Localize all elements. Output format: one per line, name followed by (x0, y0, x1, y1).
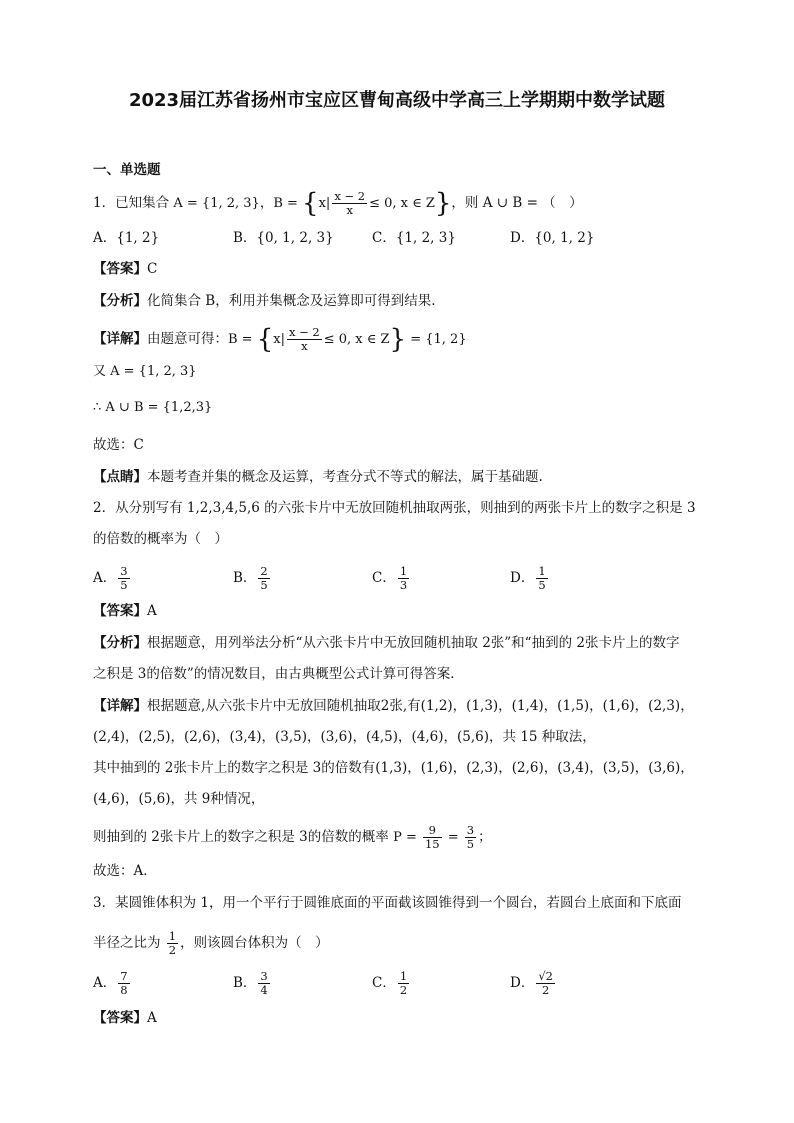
fraction-denominator: 3 (399, 578, 408, 592)
option-label: B． (233, 570, 257, 586)
fraction-numerator: 3 (466, 823, 475, 837)
stem-end: ，则该圆台体积为（ ） (180, 935, 329, 951)
q2-option-a (93, 565, 132, 592)
ratio-fraction (167, 930, 178, 957)
option-fraction (398, 565, 409, 592)
fraction-denominator: 15 (424, 837, 440, 851)
fraction-denominator: 2 (541, 983, 550, 997)
answer-value: A (147, 1010, 157, 1026)
detail-tag: 【详解】 (93, 331, 147, 347)
q2-analysis-line1 (93, 633, 679, 653)
q2-detail-line3: 其中抽到的 2张卡片上的数字之积是 3的倍数有(1,3)，(1,6)，(2,3)，(2,6)，(3,4)，(3,5)，(3,6)， (93, 760, 694, 776)
fraction-denominator: 5 (466, 837, 475, 851)
probability-fraction-2 (465, 824, 476, 851)
left-brace-icon: { (256, 324, 274, 355)
comment-text: 本题考查并集的概念及运算，考查分式不等式的解法，属于基础题. (147, 469, 543, 485)
q2-choice: 故选：A． (93, 863, 157, 879)
right-brace-icon: } (434, 188, 452, 219)
q1-fraction (332, 190, 367, 217)
q1-option-d: D．{0, 1, 2} (510, 230, 595, 246)
analysis-text: 根据题意，用列举法分析“从六张卡片中无放回随机抽取 2张”和“抽到的 2张卡片上的数字 (147, 635, 680, 651)
q2-option-d (510, 565, 550, 592)
document-title: 2023届江苏省扬州市宝应区曹甸高级中学高三上学期期中数学试题 (128, 90, 666, 111)
fraction-denominator: 4 (260, 983, 268, 997)
q2-option-c (372, 565, 411, 592)
q2-analysis-line2: 之积是 3的倍数”的情况数目，由古典概型公式计算可得答案． (93, 666, 464, 682)
answer-value: A (147, 603, 157, 619)
analysis-tag: 【分析】 (93, 635, 147, 651)
q2-probability-line (93, 824, 492, 851)
q2-detail-line4: (4,6)，(5,6)，共 9种情况， (93, 791, 265, 807)
detail-text: 根据题意,从六张卡片中无放回随机抽取2张,有(1,2)，(1,3)，(1,4)，(1,5)，(1,6)，(2,3)， (147, 698, 694, 714)
probability-symbol: P = (393, 830, 421, 845)
q2-option-b (233, 565, 272, 592)
option-fraction (118, 970, 129, 997)
probability-lead: 则抽到的 2张卡片上的数字之积是 3的倍数的概率 (93, 829, 394, 845)
answer-value: C (147, 261, 158, 277)
section-heading: 一、单选题 (93, 162, 161, 178)
option-fraction (258, 970, 269, 997)
q1-option-b: B．{0, 1, 2, 3} (233, 230, 334, 246)
fraction-denominator: 5 (120, 578, 128, 592)
option-label: C． (372, 975, 396, 991)
q1-answer (93, 259, 157, 279)
fraction-numerator: 1 (399, 969, 408, 983)
fraction-numerator: 1 (168, 929, 177, 943)
fraction-denominator: 5 (260, 578, 268, 592)
fraction-numerator: 3 (260, 969, 268, 983)
q3-option-a (93, 970, 132, 997)
fraction-numerator: x − 2 (334, 189, 366, 203)
q1-set-b-cond: ≤ 0, x ∈ Z (369, 196, 435, 211)
fraction-numerator: 1 (399, 564, 408, 578)
fraction-numerator: √2 (538, 969, 553, 983)
q1-set-b-x: x| (318, 196, 331, 211)
answer-tag: 【答案】 (93, 1010, 147, 1026)
fraction-numerator: 3 (120, 564, 128, 578)
fraction-denominator: x (346, 203, 353, 217)
detail-set-x: x| (273, 332, 285, 347)
detail-set-cond: ≤ 0, x ∈ Z (323, 332, 390, 347)
stem-lead: 半径之比为 (93, 935, 165, 951)
q3-option-c (372, 970, 411, 997)
analysis-tag: 【分析】 (93, 293, 147, 309)
q1-option-c: C．{1, 2, 3} (372, 230, 456, 246)
option-label: A． (93, 570, 117, 586)
detail-lead: 由题意可得： (147, 331, 228, 347)
q3-option-b (233, 970, 272, 997)
fraction-denominator: x (301, 339, 308, 353)
probability-fraction-1 (423, 824, 442, 851)
q1-set-a: A = {1, 2, 3} (173, 196, 260, 211)
option-fraction (398, 970, 409, 997)
q2-answer (93, 601, 157, 621)
detail-set-b: B = (228, 332, 257, 347)
q2-stem-line2: 的倍数的概率为（ ） (93, 531, 228, 547)
fraction-numerator: 9 (423, 824, 442, 838)
detail-result: = {1, 2} (406, 332, 467, 347)
option-fraction (118, 565, 129, 592)
answer-tag: 【答案】 (93, 603, 147, 619)
option-label: D． (510, 570, 535, 586)
fraction-denominator: 8 (120, 983, 128, 997)
probability-end: ； (478, 829, 492, 845)
option-label: C． (372, 570, 396, 586)
q3-stem-line2 (93, 930, 329, 957)
q1-choice: 故选：C (93, 437, 144, 453)
q1-analysis (93, 291, 436, 311)
option-fraction (536, 970, 555, 997)
fraction-denominator: 2 (399, 983, 408, 997)
option-label: D． (510, 975, 535, 991)
option-fraction (536, 565, 547, 592)
detail-fraction (287, 326, 322, 353)
q2-detail-line1 (93, 696, 694, 716)
fraction-numerator: 7 (120, 969, 128, 983)
option-fraction (258, 565, 269, 592)
q1-stem-end: ，则 A ∪ B = （ ） (451, 195, 583, 211)
q1-detail (93, 326, 467, 353)
answer-tag: 【答案】 (93, 261, 147, 277)
option-label: B． (233, 975, 257, 991)
fraction-numerator: 2 (260, 564, 268, 578)
analysis-text: 化简集合 B，利用并集概念及运算即可得到结果. (147, 293, 436, 309)
detail-tag: 【详解】 (93, 698, 147, 714)
q1-comment (93, 467, 543, 487)
q1-stem-lead: 1．已知集合 (93, 195, 174, 211)
equals-sign: = (443, 830, 463, 845)
q1-line-a: 又 A = {1, 2, 3} (93, 364, 197, 379)
q1-set-b-prefix: B = (273, 196, 303, 211)
fraction-numerator: x − 2 (288, 325, 320, 339)
fraction-numerator: 1 (538, 564, 546, 578)
q2-detail-line2: (2,4)，(2,5)，(2,6)，(3,4)，(3,5)，(3,6)，(4,5)，(4,6)，(5,6)，共 15 种取法， (93, 729, 596, 745)
q3-answer (93, 1008, 157, 1028)
comment-tag: 【点睛】 (93, 469, 147, 485)
q1-stem (93, 190, 583, 217)
right-brace-icon: } (389, 324, 407, 355)
fraction-denominator: 5 (538, 578, 546, 592)
q1-comma: ， (259, 195, 274, 211)
q3-option-d (510, 970, 557, 997)
q3-stem-line1: 3．某圆锥体积为 1，用一个平行于圆锥底面的平面截该圆锥得到一个圆台，若圆台上底面和下底面 (93, 895, 682, 911)
option-label: A． (93, 975, 117, 991)
left-brace-icon: { (302, 188, 319, 219)
q1-option-a: A．{1, 2} (93, 230, 160, 246)
fraction-denominator: 2 (168, 943, 177, 957)
q1-line-union: ∴ A ∪ B = {1,2,3} (93, 400, 213, 415)
q2-stem-line1: 2．从分别写有 1,2,3,4,5,6 的六张卡片中无放回随机抽取两张，则抽到的两张卡片上的数字之积是 3 (93, 500, 696, 516)
